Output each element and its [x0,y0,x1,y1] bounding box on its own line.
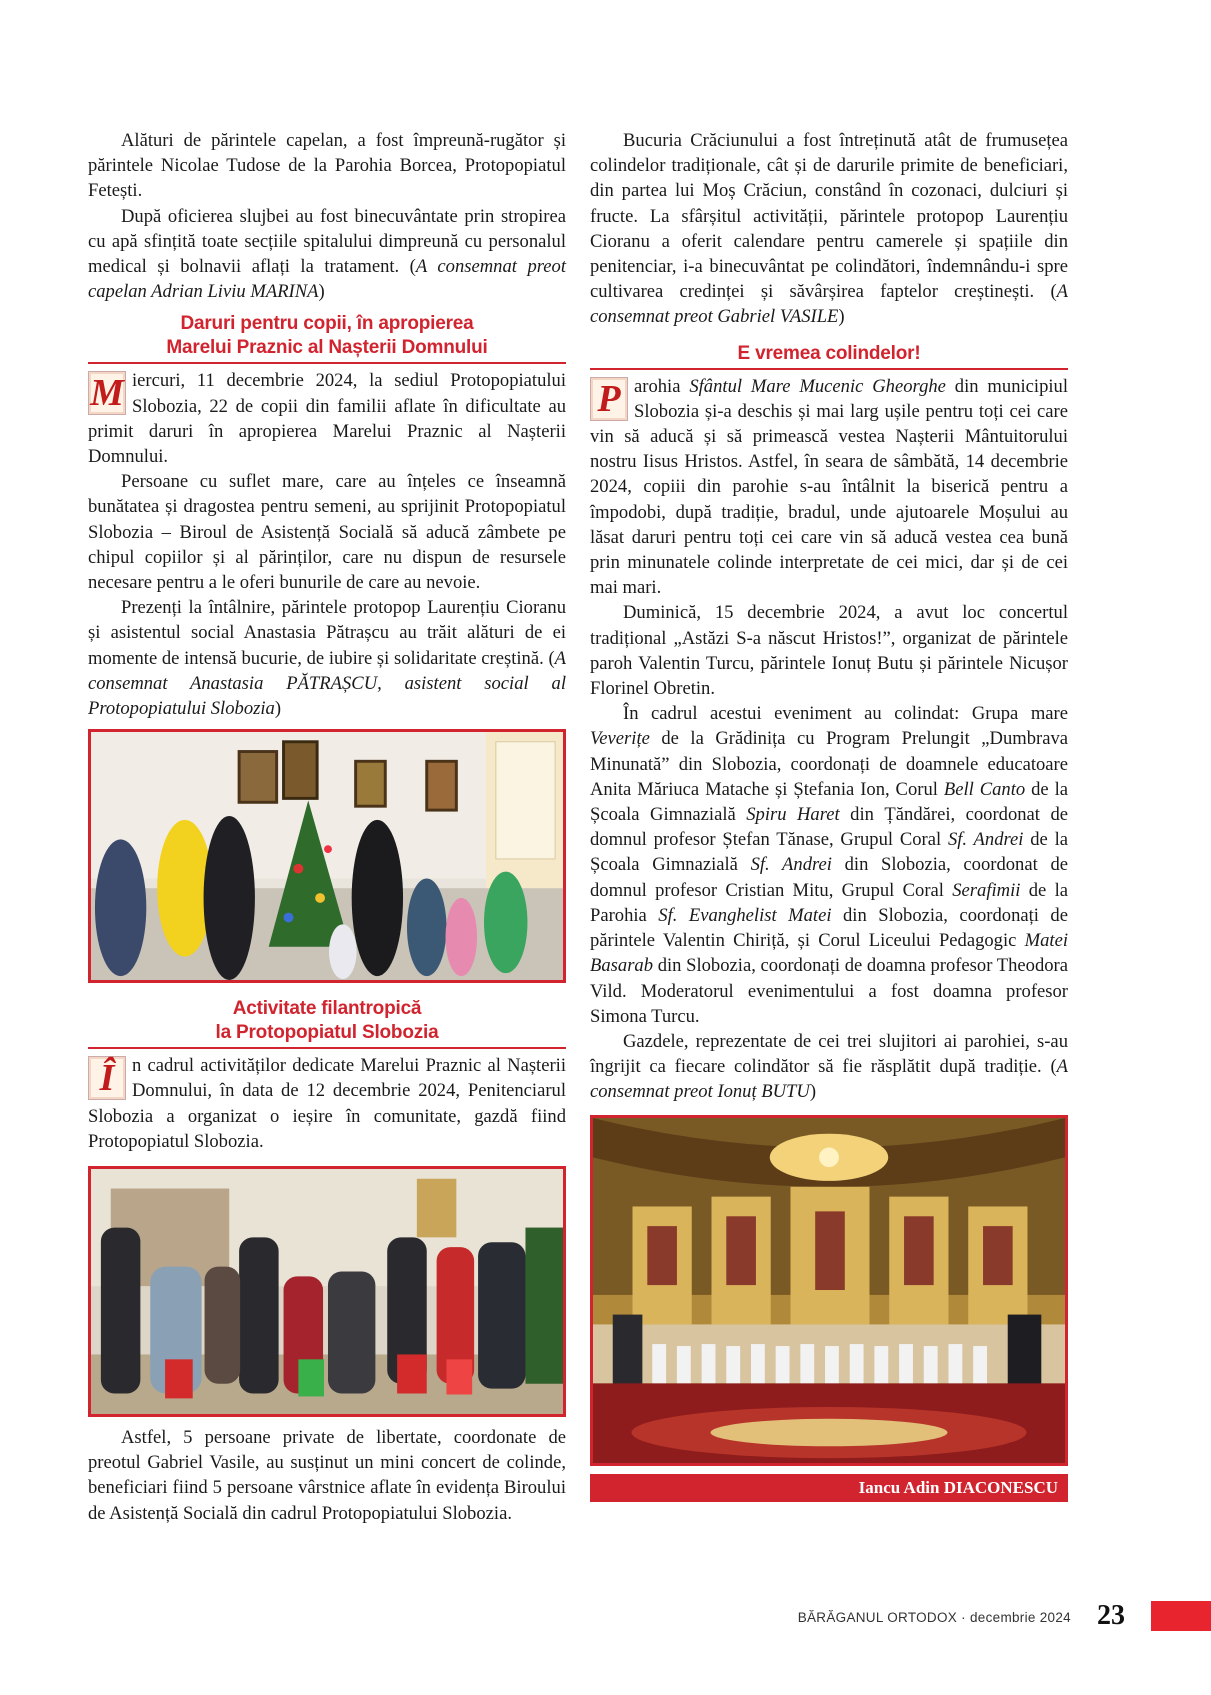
section-heading-philanthropy: Activitate filantropică la Protopopiatul Slobozia [88,997,566,1049]
paragraph: Gazdele, reprezentate de cei trei slujitori ai parohiei, s-au îngrijit ca fiecare colindător să fie răsplătit după tradiție. (A consemnat preot Ionuț BUTU) [590,1030,1068,1103]
text-run: de la Școala Gimnazială [590,778,1068,826]
drop-cap: Î [88,1056,126,1100]
paragraph: Duminică, 15 decembrie 2024, a avut loc concertul tradițional „Astăzi S-a născut Hristos!”, organizat de părintele paroh Valentin Turcu, părintele Ionuț Butu și părintele Nicușor Florinel Obretin. [590,602,1068,700]
author-caption: Iancu Adin DIACONESCU [590,1474,1068,1502]
photo-image [91,732,563,980]
paragraph: Î n cadrul activităților dedicate Marelui Praznic al Nașterii Domnului, în data de 12 decembrie 2024, Penitenciarul Slobozia a organizat o ieșire în comunitate, gazdă fiind Protopopiatul Slobozia. [88,1055,566,1152]
text-run: din Slobozia, coordonați de părintele Valentin Chiriță, și Corul Liceului Pedagogic [590,904,1068,952]
right-column [590,128,1068,1502]
photo-children-gifts [88,729,566,983]
page-tab-marker [1151,1601,1211,1631]
section-heading-carols: E vremea colindelor! [590,342,1068,370]
page-number: 23 [1097,1600,1125,1631]
drop-cap: P [590,377,628,421]
paragraph: Prezenți la întâlnire, părintele protopop Laurențiu Cioranu și asistentul social Anastasia Pătrașcu au trăit alături de ei momente de intensă bucurie, de iubire și solidaritate creștină. (A consemnat Anastasia PĂTRAȘCU, asistent social al Protopopiatului Slobozia) [88,597,566,720]
photo-church-concert [590,1115,1068,1466]
italic-name: Veverițe [590,728,650,750]
photo-image [593,1118,1065,1463]
paragraph: După oficierea slujbei au fost binecuvântate prin stropirea cu apă sfințită toate secțiile spitalului dimpreună cu personalul medical și bolnavii aflați la tratament. (A consemnat preot capelan Adrian Liviu MARINA) [88,205,567,303]
text-run: de la Școala Gimnazială [590,829,1068,876]
paragraph: Alături de părintele capelan, a fost împreună-rugător și părintele Nicolae Tudose de la Parohia Borcea, Protopopiatul Fetești. [88,130,566,202]
text-run: din Țăndărei, coordonat de domnul profesor Ștefan Tănase, Grupul Coral [590,804,1069,851]
credit: A consemnat Anastasia PĂTRAȘCU, asistent social al Protopopiatului Slobozia [88,647,566,720]
credit: A consemnat preot Gabriel VASILE [590,281,1068,328]
credit: A consemnat preot capelan Adrian Liviu MARINA [88,256,567,303]
page-footer [0,1600,1211,1640]
text-run: de la Parohia [590,879,1069,926]
text-run: În cadrul acestui eveniment au colindat: Grupa mare [623,703,1068,725]
left-column [88,128,566,1526]
photo-group-philanthropy [88,1166,566,1417]
paragraph: Astfel, 5 persoane private de libertate, coordonate de preotul Gabriel Vasile, au susținut un mini concert de colinde, beneficiari fiind 5 persoane vârstnice aflate în evidența Biroului de Asistență Socială din cadrul Protopopiatului Slobozia. [88,1427,566,1524]
section-heading-gifts: Daruri pentru copii, în apropierea Marelui Praznic al Nașterii Domnului [88,312,566,364]
publication-name: BĂRĂGANUL ORTODOX · decembrie 2024 [797,1610,1071,1625]
credit: A consemnat preot Ionuț BUTU [590,1056,1068,1103]
italic-name: Matei Basarab [590,930,1068,977]
paragraph: P arohia Sfântul Mare Mucenic Gheorghe din municipiul Slobozia și-a deschis și mai larg ușile pentru toți cei care vin să aducă și să primească vestea Nașterii Mântuitorului nostru Iisus Hristos. Astfel, în seara de sâmbătă, 14 decembrie 2024, copiii din parohie s-au întâlnit la biserică pentru a împodobi, după tradiție, bradul, unde ajutoarele Moșului au lăsat daruri pentru toți cei care vin să aducă vestea cea bună prin minunatele colinde interpretate de cei mici, dar și de cei mai mari. [590,375,1069,599]
italic-name: Spiru Haret [746,804,840,826]
text-run: din Slobozia, coordonat de domnul profesor Cristian Mitu, Grupul Coral [590,854,1068,901]
italic-name: Sf. Andrei [750,854,832,876]
paragraph: M iercuri, 11 decembrie 2024, la sediul Protopopiatului Slobozia, 22 de copii din familii aflate în dificultate au primit daruri în apropierea Marelui Praznic al Nașterii Domnului. [88,370,566,468]
paragraph: Bucuria Crăciunului a fost întreținută atât de frumusețea colindelor tradiționale, cât și de darurile primite de beneficiari, din partea lui Moș Crăciun, constând în cozonaci, dulciuri și fructe. La sfârșitul activității, părintele protopop Laurențiu Cioranu a oferit calendare pentru camerele și spațiile din penitenciar, i-a binecuvântat pe colindători, îndemnându-i spre cultivarea credinței și săvârșirea faptelor creștinești. (A consemnat preot Gabriel VASILE) [590,130,1068,328]
italic-name: Sf. Evanghelist Matei [658,904,832,926]
italic-name: Bell Canto [943,778,1026,800]
photo-image [91,1169,563,1414]
drop-cap: M [88,371,126,415]
paragraph: Persoane cu suflet mare, care au înțeles ce înseamnă bunătatea și dragostea pentru semeni, au sprijinit Protopopiatul Slobozia – Biroul de Asistență Socială să aducă zâmbete pe chipul copiilor și al părinților, care nu dispun de resursele necesare pentru a le oferi bunurile de care au nevoie. [88,471,566,594]
italic-name: Serafimii [952,879,1021,901]
italic-name: Sf. Andrei [947,829,1024,851]
text-run: din Slobozia, coordonați de doamna profesor Theodora Vild. Moderatorul evenimentului a fost doamna profesor Simona Turcu. [590,955,1068,1027]
paragraph [590,701,1068,1029]
text-run: de la Grădinița cu Program Prelungit „Dumbrava Minunată” din Slobozia, coordonați de doamnele educatoare Anita Măriuca Matache și Ștefania Ion, Corul [590,728,1068,800]
